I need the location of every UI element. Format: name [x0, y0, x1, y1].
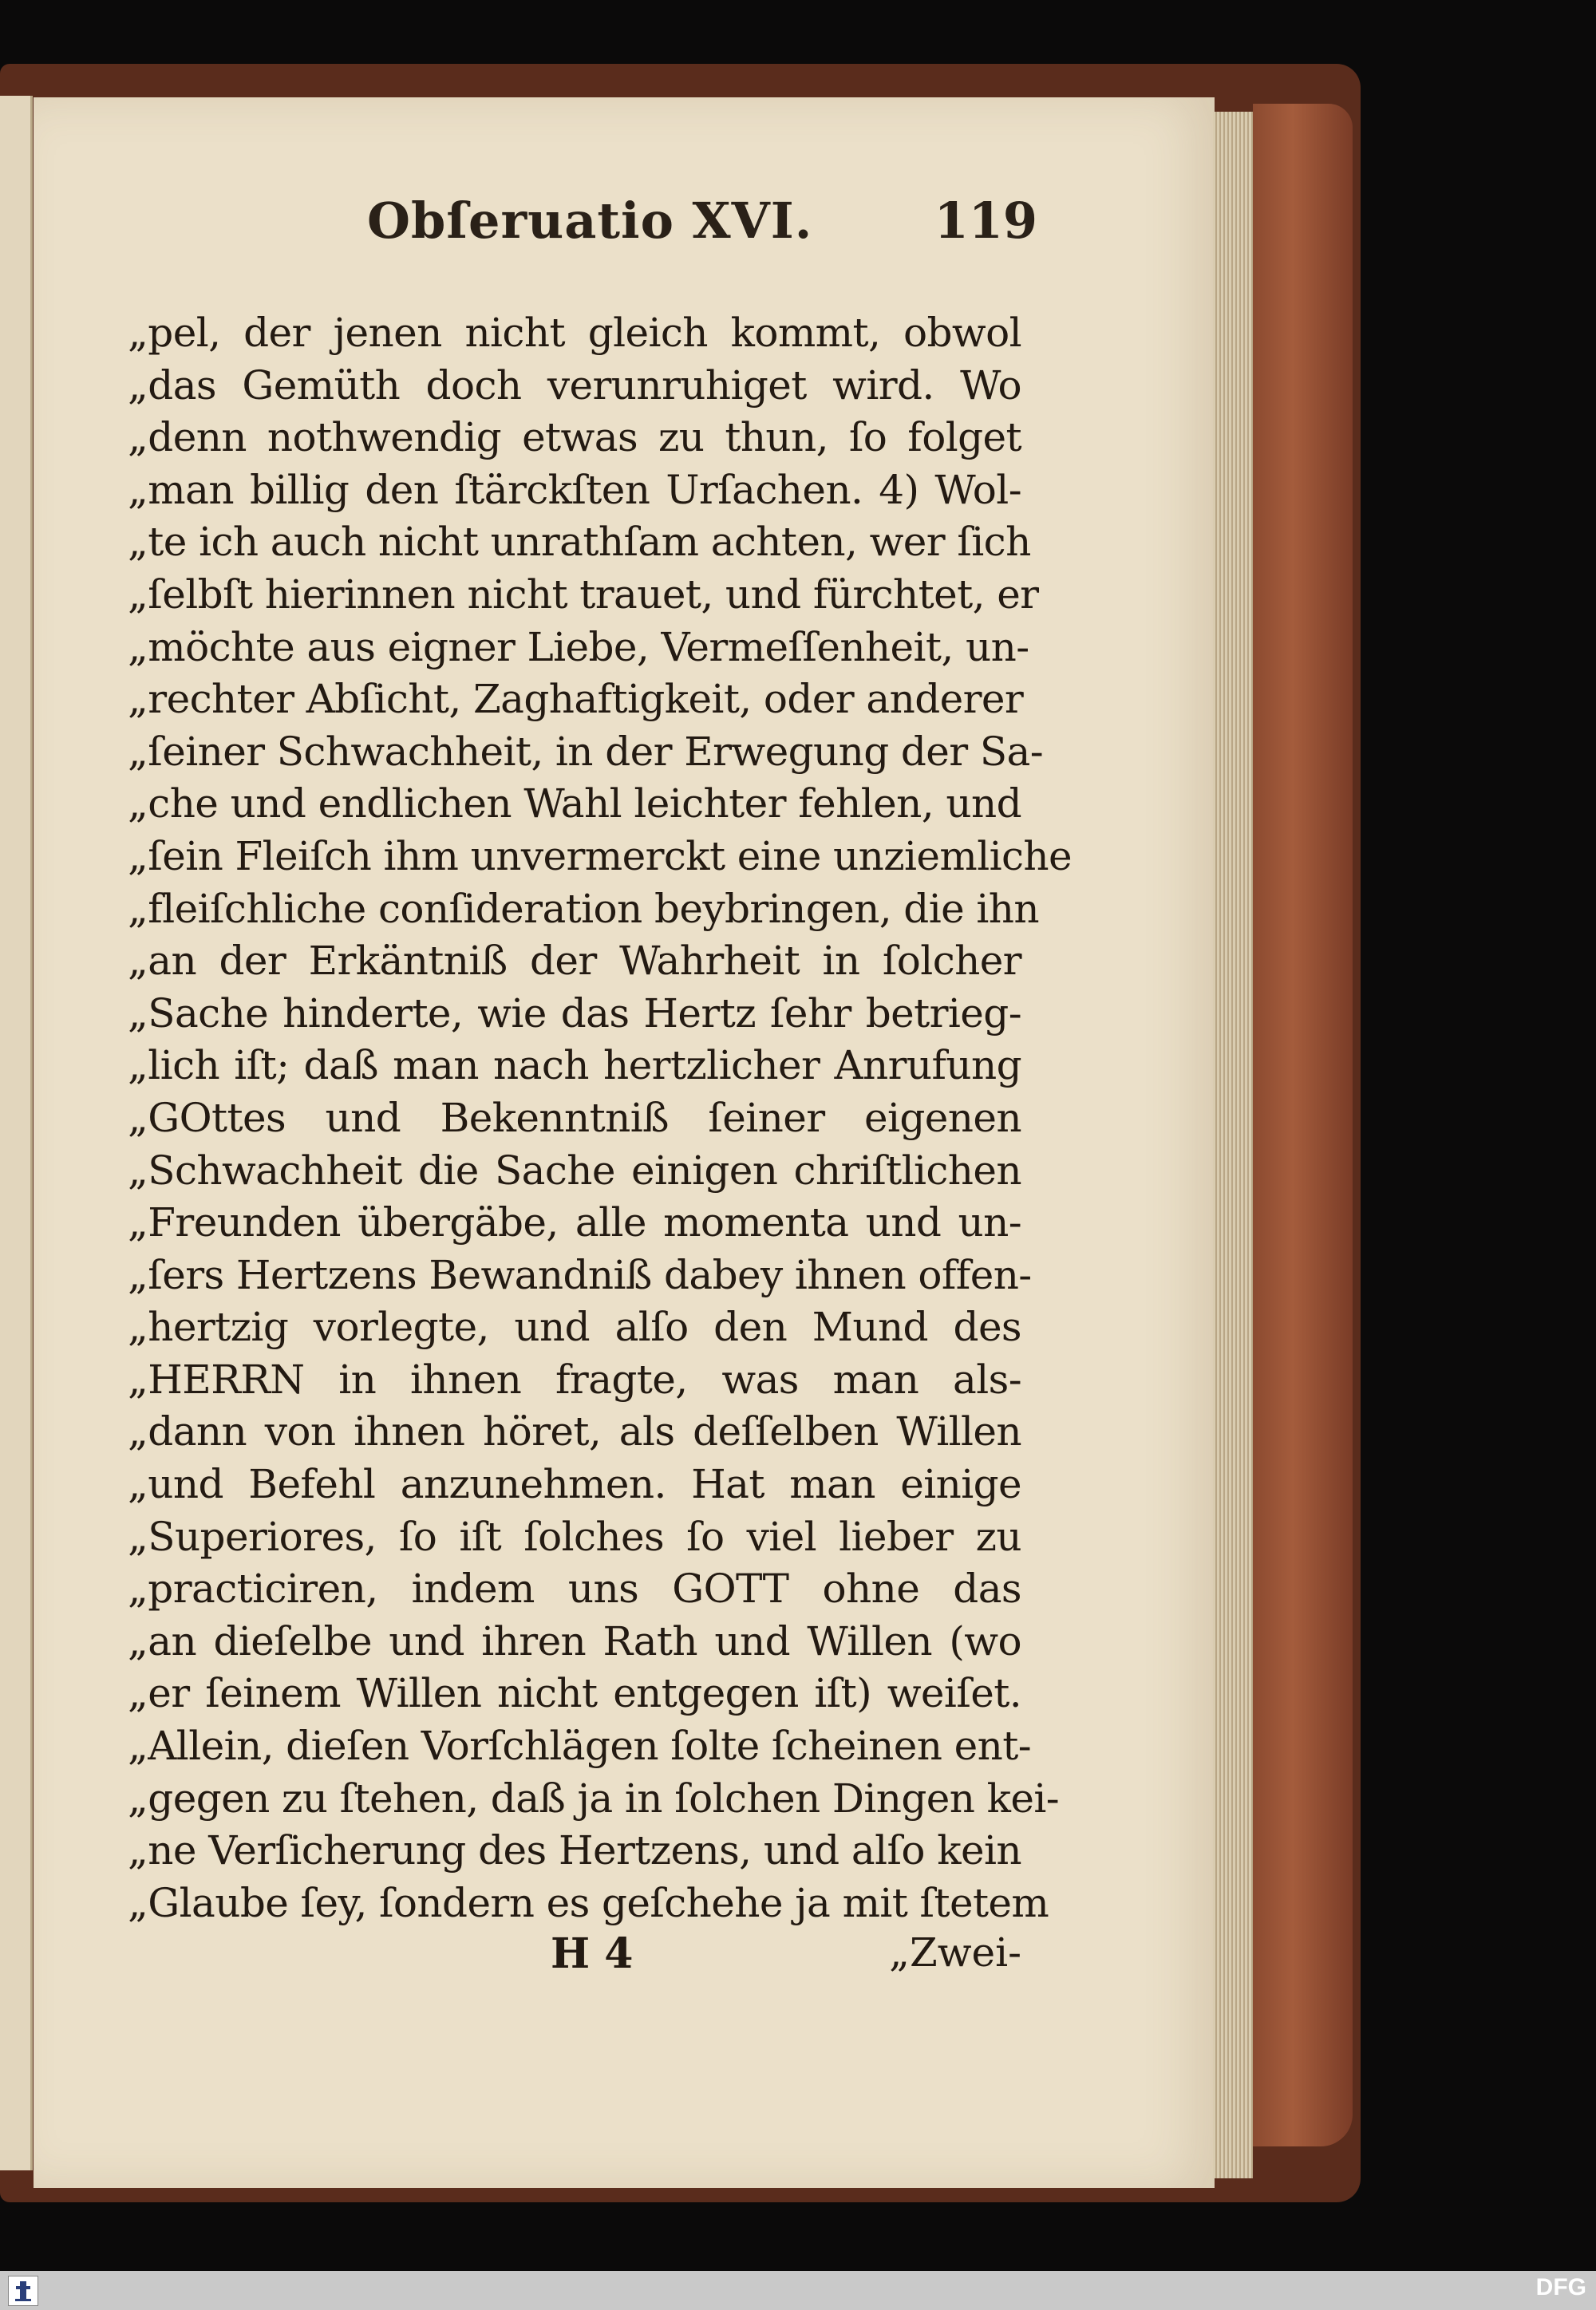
page-number: 119	[934, 192, 1037, 250]
text-line: „GOttes und Bekenntniß ſeiner eigenen	[128, 1094, 1021, 1141]
body-text	[128, 307, 1072, 1929]
text-line: „an der Erkäntniß der Wahrheit in ſolcher	[128, 938, 1021, 985]
text-line: „möchte aus eigner Liebe, Vermeſſenheit, un-	[128, 623, 1029, 670]
text-line: „practiciren, indem uns GOTT ohne das	[128, 1566, 1021, 1613]
text-line: „Freunden übergäbe, alle momenta und un-	[128, 1199, 1021, 1246]
text-line: „Superiores, ſo iſt ſolches ſo viel lieber zu	[128, 1513, 1021, 1560]
text-line: „ſeiner Schwachheit, in der Erwegung der Sa-	[128, 728, 1044, 775]
text-line: „Sache hinderte, wie das Hertz ſehr betrieg-	[128, 989, 1021, 1037]
text-line: „das Gemüth doch verunruhiget wird. Wo	[128, 361, 1021, 409]
page-footer	[128, 1929, 1021, 1985]
text-line: „Glaube ſey, ſondern es geſchehe ja mit ſtetem	[128, 1879, 1049, 1926]
text-line: „Allein, dieſen Vorſchlägen ſolte ſcheinen ent-	[128, 1723, 1032, 1770]
text-line: „che und endlichen Wahl leichter fehlen, und	[128, 780, 1021, 827]
text-line: „pel, der jenen nicht gleich kommt, obwol	[128, 310, 1021, 356]
library-logo-icon	[8, 2276, 38, 2306]
text-line: „ſers Hertzens Bewandniß dabey ihnen offen-	[128, 1251, 1032, 1298]
text-line: „fleiſchliche conſideration beybringen, die ihn	[128, 885, 1039, 932]
page-header	[120, 192, 1037, 263]
signature-mark: H 4	[551, 1929, 634, 1978]
facing-page-edge	[0, 96, 33, 2170]
text-line: „te ich auch nicht unrathſam achten, wer ſich	[128, 519, 1031, 566]
text-line: „hertzig vorlegte, und alſo den Mund des	[128, 1304, 1021, 1351]
cover-fore-edge	[1253, 104, 1353, 2146]
text-line: „ne Verſicherung des Hertzens, und alſo kein	[128, 1827, 1021, 1874]
text-line: „HERRN in ihnen fragte, was man als-	[128, 1356, 1021, 1403]
text-line: „er ſeinem Willen nicht entgegen iſt) weiſet.	[128, 1670, 1021, 1717]
text-line: „und Befehl anzunehmen. Hat man einige	[128, 1461, 1021, 1508]
text-line: „rechter Abſicht, Zaghaftigkeit, oder anderer	[128, 676, 1024, 723]
text-line: „denn nothwendig etwas zu thun, ſo folget	[128, 414, 1021, 461]
catchword: „Zwei-	[889, 1929, 1021, 1976]
text-line: „ſelbſt hierinnen nicht trauet, und fürchtet, er	[128, 571, 1039, 618]
text-line: „Schwachheit die Sache einigen chriſtlichen	[128, 1147, 1021, 1194]
running-head: Obſeruatio XVI.	[367, 192, 813, 250]
text-line: „gegen zu ſtehen, daß ja in ſolchen Dingen kei-	[128, 1775, 1060, 1822]
text-line: „lich iſt; daß man nach hertzlicher Anrufung	[128, 1042, 1021, 1089]
text-line: „an dieſelbe und ihren Rath und Willen (wo	[128, 1617, 1021, 1664]
text-line: „dann von ihnen höret, als deſſelben Willen	[128, 1408, 1021, 1455]
viewer-bottom-bar	[0, 2271, 1596, 2310]
text-line: „man billig den ſtärckſten Urſachen. 4) Wol-	[128, 466, 1021, 513]
dfg-label: DFG	[1535, 2274, 1586, 2300]
page-block-edges	[1213, 112, 1253, 2178]
text-line: „ſein Fleiſch ihm unvermerckt eine unziemliche	[128, 832, 1072, 879]
